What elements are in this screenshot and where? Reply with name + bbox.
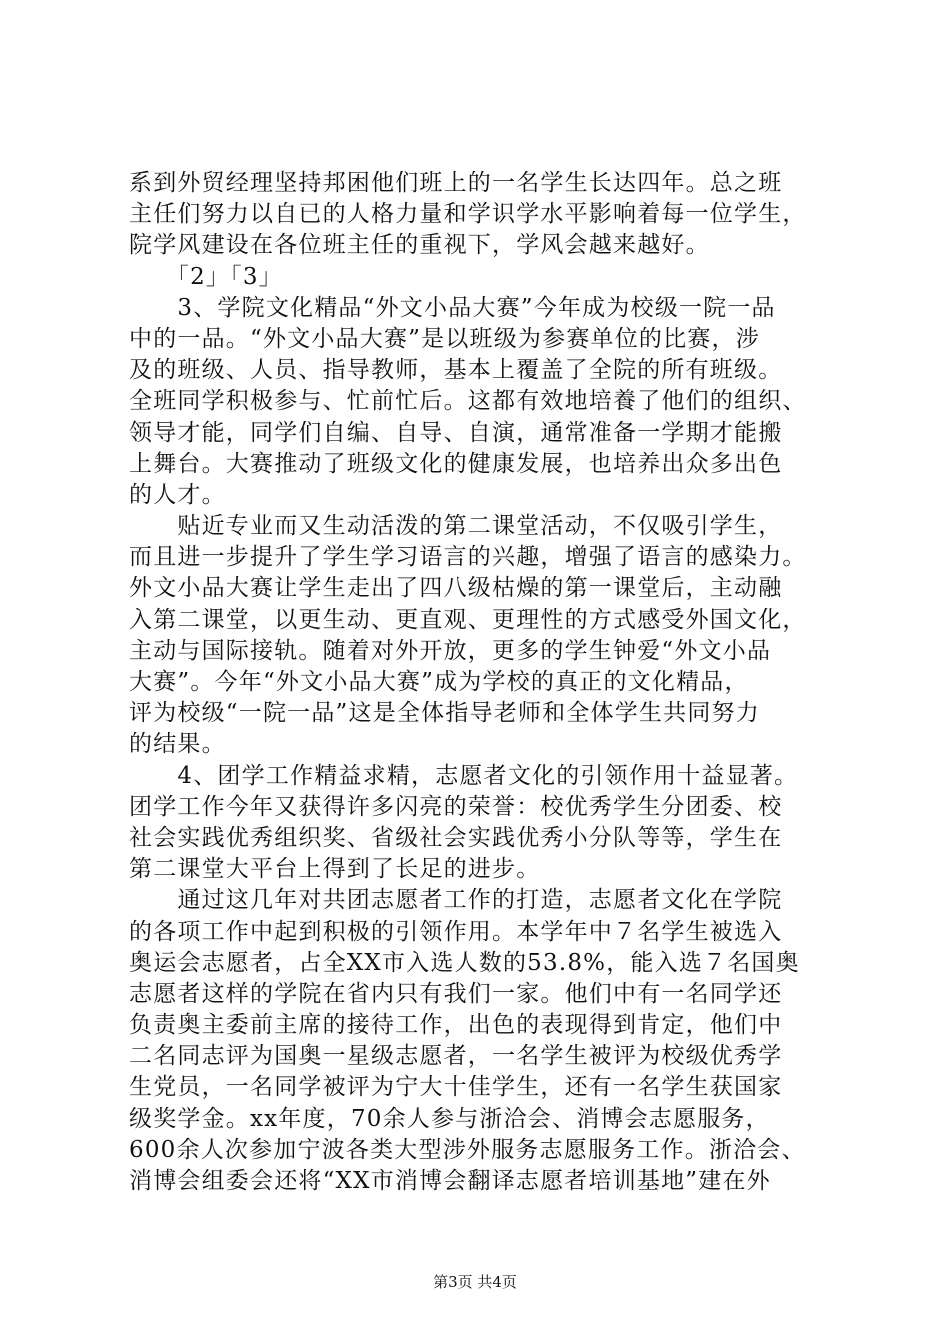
- text-line: 600余人次参加宁波各类大型涉外服务志愿服务工作。浙洽会、: [129, 1136, 806, 1163]
- text-line: 院学风建设在各位班主任的重视下，学风会越来越好。: [129, 232, 710, 259]
- text-line: 4、团学工作精益求精，志愿者文化的引领作用十益显著。: [129, 762, 799, 789]
- text-line: 而且进一步提升了学生学习语言的兴趣，增强了语言的感染力。: [129, 544, 807, 571]
- text-line: 的人才。: [129, 481, 226, 508]
- text-line: 上舞台。大赛推动了班级文化的健康发展，也培养出众多出色: [129, 450, 783, 477]
- text-line: 主任们努力以自已的人格力量和学识学水平影响着每一位学生，: [129, 201, 807, 228]
- text-line: 主动与国际接轨。随着对外开放，更多的学生钟爱“外文小品: [129, 637, 772, 664]
- text-line: 3、学院文化精品“外文小品大赛”今年成为校级一院一品: [129, 294, 776, 321]
- text-line: 生党员，一名同学被评为宁大十佳学生，还有一名学生获国家: [129, 1074, 783, 1101]
- text-line: 评为校级“一院一品”这是全体指导老师和全体学生共同努力: [129, 700, 760, 727]
- text-line: 奥运会志愿者，占全XX市入选人数的53.8%，能入选７名国奥: [129, 949, 800, 976]
- text-line: 第二课堂大平台上得到了长足的进步。: [129, 856, 541, 883]
- text-line: 贴近专业而又生动活泼的第二课堂活动，不仅吸引学生，: [129, 513, 783, 540]
- text-line: 入第二课堂，以更生动、更直观、更理性的方式感受外国文化，: [129, 606, 807, 633]
- text-line: 团学工作今年又获得许多闪亮的荣誉：校优秀学生分团委、校: [129, 793, 783, 820]
- text-line: 负责奥主委前主席的接待工作，出色的表现得到肯定，他们中: [129, 1012, 783, 1039]
- text-line: 大赛”。今年“外文小品大赛”成为学校的真正的文化精品，: [129, 669, 749, 695]
- text-line: 级奖学金。xx年度，70余人参与浙洽会、消博会志愿服务，: [129, 1105, 770, 1132]
- text-line: 领导才能，同学们自编、自导、自演，通常准备一学期才能搬: [129, 419, 783, 446]
- document-body: [129, 168, 837, 1197]
- text-line: 通过这几年对共团志愿者工作的打造，志愿者文化在学院: [129, 887, 783, 914]
- text-line: 志愿者这样的学院在省内只有我们一家。他们中有一名同学还: [129, 980, 783, 1007]
- text-line: 的各项工作中起到积极的引领作用。本学年中７名学生被选入: [129, 918, 783, 945]
- text-line: 二名同志评为国奥一星级志愿者，一名学生被评为校级优秀学: [129, 1043, 783, 1070]
- text-line: 社会实践优秀组织奖、省级社会实践优秀小分队等等，学生在: [129, 824, 783, 851]
- text-line: 外文小品大赛让学生走出了四八级枯燥的第一课堂后，主动融: [129, 575, 783, 602]
- text-line: 全班同学积极参与、忙前忙后。这都有效地培養了他们的组织、: [129, 388, 807, 415]
- page-number-footer: 第3页 共4页: [433, 1273, 517, 1291]
- text-line: 「2」「3」: [129, 263, 283, 290]
- text-line: 消博会组委会还将“XX市消博会翻译志愿者培训基地”建在外: [129, 1168, 771, 1194]
- text-line: 的结果。: [129, 731, 226, 758]
- text-line: 中的一品。“外文小品大赛”是以班级为参赛单位的比赛，涉: [129, 325, 760, 352]
- text-line: 及的班级、人员、指导教师，基本上覆盖了全院的所有班级。: [129, 357, 783, 384]
- text-line: 系到外贸经理坚持邦困他们班上的一名学生长达四年。总之班: [129, 170, 783, 196]
